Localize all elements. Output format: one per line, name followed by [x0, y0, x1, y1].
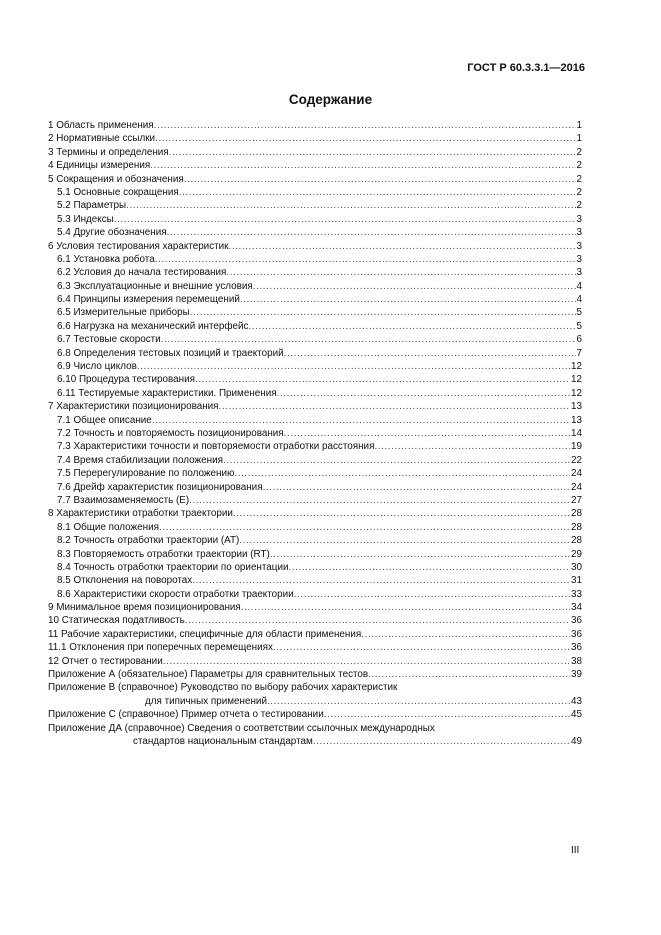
toc-entry-page: 49 — [571, 735, 582, 747]
toc-entry-label: 10 Статическая податливость — [48, 615, 185, 627]
toc-entry-label: 6.2 Условия до начала тестирования — [57, 267, 227, 279]
toc-entry[interactable] — [48, 695, 582, 708]
toc-leader-dots — [273, 641, 570, 654]
toc-entry[interactable] — [48, 588, 582, 601]
toc-entry[interactable] — [48, 159, 582, 172]
toc-entry[interactable] — [48, 253, 582, 266]
toc-entry-page: 3 — [576, 253, 582, 265]
toc-entry-page: 3 — [576, 227, 582, 239]
toc-entry-label: Приложение ДА (справочное) Сведения о соответствии ссылочных международных — [48, 722, 435, 734]
toc-entry[interactable] — [48, 414, 582, 427]
toc-entry-label: 6.3 Эксплуатационные и внешние условия — [57, 280, 253, 292]
toc-entry[interactable] — [48, 360, 582, 373]
toc-entry-label: 4 Единицы измерения — [48, 160, 151, 172]
toc-entry-label: 8.2 Точность отработки траектории (AT) — [57, 535, 240, 547]
toc-entry-page: 1 — [576, 120, 582, 131]
toc-entry-page: 36 — [571, 642, 582, 654]
toc-entry-label: 6.4 Принципы измерения перемещений — [57, 294, 240, 306]
toc-entry-page: 24 — [571, 481, 582, 493]
toc-entry[interactable] — [48, 186, 582, 199]
toc-entry-label: 8.4 Точность отработки траектории по ориентации — [57, 561, 289, 573]
toc-entry[interactable] — [48, 400, 582, 413]
toc-entry-label: Приложение А (обязательное) Параметры для сравнительных тестов — [48, 669, 369, 681]
toc-entry[interactable] — [48, 668, 582, 681]
toc-leader-dots — [234, 467, 570, 480]
toc-leader-dots — [288, 561, 570, 574]
toc-entry[interactable] — [48, 507, 582, 520]
toc-entry-label: 8.6 Характеристики скорости отработки траектории — [57, 588, 294, 600]
toc-entry-page: 39 — [571, 669, 582, 681]
toc-leader-dots — [270, 548, 570, 561]
toc-leader-dots — [126, 199, 575, 212]
toc-leader-dots — [185, 614, 570, 627]
toc-entry-page: 19 — [571, 441, 582, 453]
toc-entry-page: 6 — [576, 334, 582, 346]
toc-leader-dots — [368, 668, 570, 681]
toc-entry[interactable] — [48, 574, 582, 587]
toc-leader-dots — [161, 333, 576, 346]
toc-entry[interactable] — [48, 628, 582, 641]
toc-entry-label: 6.11 Тестируемые характеристики. Применения — [57, 387, 277, 399]
toc-leader-dots — [167, 226, 576, 239]
toc-leader-dots — [267, 695, 570, 708]
toc-entry[interactable] — [48, 293, 582, 306]
toc-entry[interactable] — [48, 333, 582, 346]
toc-entry-page: 5 — [576, 307, 582, 319]
toc-entry-label: 5.4 Другие обозначения — [57, 227, 167, 239]
toc-entry[interactable] — [48, 681, 582, 694]
toc-entry-label: Приложение С (справочное) Пример отчета о тестировании — [48, 709, 324, 721]
toc-entry[interactable] — [48, 641, 582, 654]
toc-entry[interactable] — [48, 373, 582, 386]
toc-entry[interactable] — [48, 132, 582, 145]
toc-leader-dots — [233, 507, 570, 520]
toc-entry-label: 5 Сокращения и обозначения — [48, 173, 184, 185]
toc-entry[interactable] — [48, 481, 582, 494]
toc-entry-page: 13 — [571, 414, 582, 426]
toc-leader-dots — [163, 655, 570, 668]
toc-entry-page: 31 — [571, 575, 582, 587]
toc-leader-dots — [263, 481, 570, 494]
toc-entry-label: 7.7 Взаимозаменяемость (E) — [57, 494, 190, 506]
toc-entry[interactable] — [48, 306, 582, 319]
toc-leader-dots — [154, 119, 576, 132]
toc-entry[interactable] — [48, 240, 582, 253]
toc-leader-dots — [137, 360, 570, 373]
toc-entry-label: 2 Нормативные ссылки — [48, 133, 156, 145]
toc-leader-dots — [223, 454, 570, 467]
toc-entry-label: 6.7 Тестовые скорости — [57, 334, 161, 346]
toc-entry-page: 28 — [571, 521, 582, 533]
toc-entry-label: 6 Условия тестирования характеристик — [48, 240, 229, 252]
toc-entry[interactable] — [48, 266, 582, 279]
toc-entry-label: 5.2 Параметры — [57, 200, 127, 212]
toc-entry-label: 7.2 Точность и повторяемость позиционирования — [57, 427, 284, 439]
toc-entry-label: 6.8 Определения тестовых позиций и траекторий — [57, 347, 284, 359]
toc-entry[interactable] — [48, 213, 582, 226]
toc-leader-dots — [155, 253, 576, 266]
toc-entry-label: 3 Термины и определения — [48, 146, 169, 158]
toc-entry-label: 6.6 Нагрузка на механический интерфейс — [57, 320, 249, 332]
toc-entry-page: 3 — [576, 213, 582, 225]
toc-entry[interactable] — [48, 561, 582, 574]
toc-leader-dots — [239, 534, 570, 547]
toc-entry-page: 1 — [576, 133, 582, 145]
toc-entry[interactable] — [48, 614, 582, 627]
toc-entry-page: 28 — [571, 535, 582, 547]
toc-leader-dots — [253, 280, 576, 293]
toc-entry-label: 1 Область применения — [48, 120, 154, 131]
toc-entry[interactable] — [48, 467, 582, 480]
toc-entry-page: 12 — [571, 387, 582, 399]
toc-leader-dots — [229, 240, 576, 253]
toc-entry-page: 22 — [571, 454, 582, 466]
toc-entry-page: 2 — [576, 146, 582, 158]
toc-leader-dots — [152, 414, 570, 427]
toc-entry[interactable] — [48, 655, 582, 668]
toc-entry-label: 7.5 Перерегулирование по положению — [57, 468, 235, 480]
toc-entry-label: 8.3 Повторяемость отработки траектории (RT) — [57, 548, 270, 560]
toc-entry-page: 27 — [571, 494, 582, 506]
toc-leader-dots — [277, 387, 570, 400]
toc-leader-dots — [179, 186, 576, 199]
toc-entry[interactable] — [48, 280, 582, 293]
toc-entry-label: стандартов национальным стандартам — [133, 735, 313, 747]
toc-entry-label: 11.1 Отклонения при поперечных перемещениях — [48, 642, 273, 654]
toc-leader-dots — [241, 601, 570, 614]
toc-entry-label: 6.9 Число циклов — [57, 361, 137, 373]
toc-entry-page: 14 — [571, 427, 582, 439]
toc-entry-label: 9 Минимальное время позиционирования — [48, 602, 241, 614]
table-of-contents — [48, 119, 582, 748]
toc-entry-page: 29 — [571, 548, 582, 560]
toc-entry-page: 24 — [571, 468, 582, 480]
toc-leader-dots — [155, 132, 575, 145]
toc-leader-dots — [284, 427, 570, 440]
toc-leader-dots — [240, 293, 576, 306]
toc-entry-label: 7.4 Время стабилизации положения — [57, 454, 223, 466]
toc-entry-label: 6.10 Процедура тестирования — [57, 374, 195, 386]
toc-entry-label: 7 Характеристики позиционирования — [48, 401, 219, 413]
toc-entry[interactable] — [48, 320, 582, 333]
toc-entry-label: 8 Характеристики отработки траектории — [48, 508, 233, 520]
toc-entry-page: 2 — [576, 186, 582, 198]
toc-entry-label: Приложение В (справочное) Руководство по выбору рабочих характеристик — [48, 682, 398, 694]
toc-entry[interactable] — [48, 521, 582, 534]
toc-leader-dots — [114, 213, 576, 226]
toc-entry-page: 43 — [571, 695, 582, 707]
toc-entry-page: 36 — [571, 628, 582, 640]
toc-entry-label: 12 Отчет о тестировании — [48, 655, 163, 667]
toc-entry[interactable] — [48, 735, 582, 748]
toc-leader-dots — [184, 173, 576, 186]
toc-entry-page: 33 — [571, 588, 582, 600]
toc-entry-page: 2 — [576, 173, 582, 185]
toc-entry-page: 45 — [571, 709, 582, 721]
toc-entry-label: 6.5 Измерительные приборы — [57, 307, 190, 319]
toc-entry[interactable] — [48, 708, 582, 721]
toc-entry-label: 7.6 Дрейф характеристик позиционирования — [57, 481, 263, 493]
toc-entry[interactable] — [48, 494, 582, 507]
toc-leader-dots — [324, 708, 570, 721]
toc-entry-label: для типичных применений — [145, 695, 267, 707]
toc-leader-dots — [190, 306, 576, 319]
toc-leader-dots — [361, 628, 570, 641]
toc-entry-page: 13 — [571, 401, 582, 413]
toc-entry-page: 4 — [576, 280, 582, 292]
toc-entry-label: 5.3 Индексы — [57, 213, 114, 225]
toc-entry-label: 8.5 Отклонения на поворотах — [57, 575, 193, 587]
toc-leader-dots — [159, 521, 570, 534]
toc-entry-page: 4 — [576, 294, 582, 306]
toc-entry-page: 2 — [576, 200, 582, 212]
toc-entry-label: 7.1 Общее описание — [57, 414, 152, 426]
toc-entry[interactable] — [48, 454, 582, 467]
toc-leader-dots — [195, 373, 570, 386]
toc-leader-dots — [284, 347, 576, 360]
page-number: III — [571, 845, 580, 856]
toc-entry-page: 5 — [576, 320, 582, 332]
toc-title: Содержание — [288, 92, 373, 107]
toc-entry[interactable] — [48, 440, 582, 453]
toc-entry[interactable] — [48, 199, 582, 212]
toc-leader-dots — [294, 588, 570, 601]
toc-entry[interactable] — [48, 534, 582, 547]
toc-entry-page: 7 — [576, 347, 582, 359]
toc-entry[interactable] — [48, 387, 582, 400]
toc-entry-page: 12 — [571, 361, 582, 373]
toc-entry-label: 6.1 Установка робота — [57, 253, 155, 265]
toc-entry-page: 28 — [571, 508, 582, 520]
toc-leader-dots — [313, 735, 570, 748]
toc-leader-dots — [192, 574, 570, 587]
toc-leader-dots — [248, 320, 575, 333]
toc-entry[interactable] — [48, 347, 582, 360]
toc-entry-label: 8.1 Общие положения — [57, 521, 159, 533]
toc-leader-dots — [189, 494, 570, 507]
toc-entry-page: 34 — [571, 602, 582, 614]
toc-entry[interactable] — [48, 173, 582, 186]
toc-leader-dots — [150, 159, 575, 172]
toc-leader-dots — [219, 400, 570, 413]
toc-entry-label: 5.1 Основные сокращения — [57, 186, 179, 198]
toc-entry-page: 12 — [571, 374, 582, 386]
toc-entry-page: 3 — [576, 267, 582, 279]
toc-entry-page: 38 — [571, 655, 582, 667]
toc-leader-dots — [226, 266, 575, 279]
toc-entry[interactable] — [48, 146, 582, 159]
toc-leader-dots — [374, 440, 570, 453]
toc-leader-dots — [169, 146, 576, 159]
toc-entry-page: 3 — [576, 240, 582, 252]
toc-entry-page: 36 — [571, 615, 582, 627]
toc-entry-page: 2 — [576, 160, 582, 172]
document-code: ГОСТ Р 60.3.3.1—2016 — [467, 62, 585, 74]
toc-entry[interactable] — [48, 119, 582, 132]
toc-entry[interactable] — [48, 601, 582, 614]
toc-entry[interactable] — [48, 722, 582, 735]
toc-entry[interactable] — [48, 427, 582, 440]
toc-entry-label: 11 Рабочие характеристики, специфичные для области применения — [48, 628, 362, 640]
toc-entry-page: 30 — [571, 561, 582, 573]
toc-entry[interactable] — [48, 226, 582, 239]
toc-entry[interactable] — [48, 548, 582, 561]
toc-entry-label: 7.3 Характеристики точности и повторяемости отработки расстояния — [57, 441, 375, 453]
